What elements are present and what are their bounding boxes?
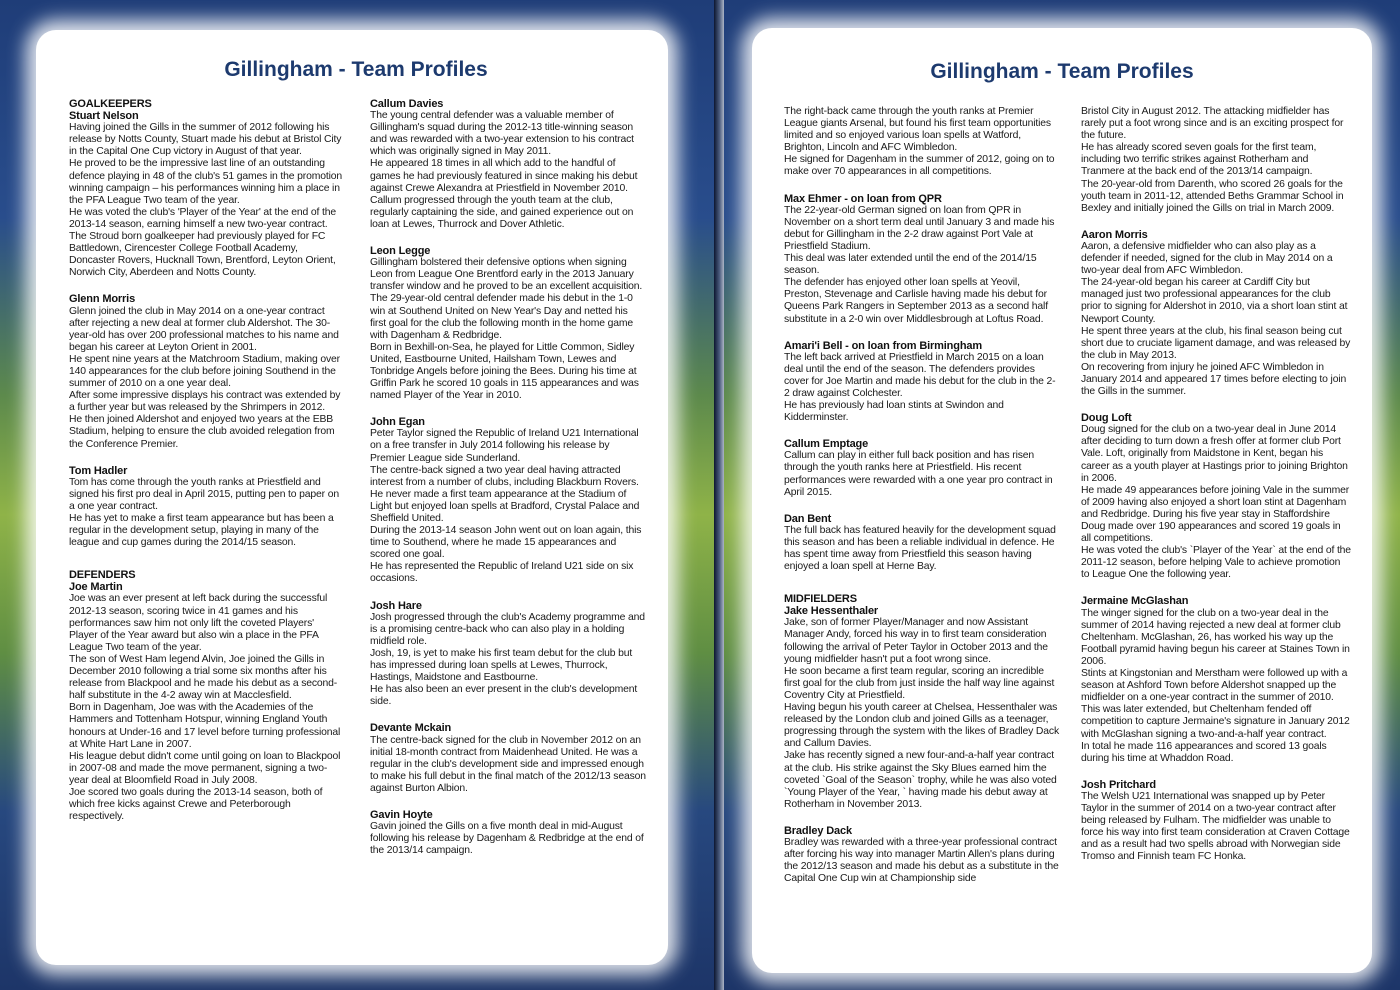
profile-paragraph: Jake has recently signed a new four-and-a-half year contract at the club. His strike against the Sky Blues earned him the coveted `Goal of the Season` trophy, while he was also voted `Young Player of the Year, ` having made his debut away at Rotherham in November 2013. xyxy=(784,750,1057,810)
player-profile xyxy=(370,245,646,402)
profile-paragraph: Jake, son of former Player/Manager and now Assistant Manager Andy, forced his way in to first team consideration following the arrival of Peter Taylor in October 2013 and the young midfielder hasn't put a foot wrong since. xyxy=(784,617,1048,665)
profile-paragraph: In total he made 116 appearances and scored 13 goals during his time at Whaddon Road. xyxy=(1081,740,1327,764)
player-profile xyxy=(1081,229,1351,398)
player-name: Glenn Morris xyxy=(69,293,136,306)
profile-paragraph: He soon became a first team regular, scoring an incredible first goal for the club from just inside the half way line against Coventry City at Priestfield. xyxy=(784,665,1055,701)
page-title: Gillingham - Team Profiles xyxy=(930,60,1194,83)
player-name: Dan Bent xyxy=(784,512,832,525)
player-profile xyxy=(784,825,1059,885)
profile-paragraph: The winger signed for the club on a two-year deal in the summer of 2014 having rejected a new deal at former club Cheltenham. McGlashan, 26, has worked his way up the Football pyramid having begun his career at Staines Town in 2006. xyxy=(1081,607,1350,667)
profile-paragraph: He was voted the club's `Player of the Year` at the end of the 2011-12 season, before helping Vale to achieve promotion to League One the following year. xyxy=(1081,545,1351,581)
player-name: Josh Pritchard xyxy=(1081,778,1156,791)
profile-paragraph: He was voted the club's 'Player of the Year' at the end of the 2013-14 season, earning himself a new two-year contract. xyxy=(69,206,336,230)
profile-paragraph: Born in Dagenham, Joe was with the Academies of the Hammers and Tottenham Hotspur, winning England Youth honours at Under-16 and 17 level before turning professional at White Hart Lane in 2007. xyxy=(69,702,341,750)
player-profile xyxy=(370,98,646,231)
player-profile xyxy=(69,581,345,823)
profile-paragraph: Josh progressed through the club's Academy programme and is a promising centre-back who can also play in a holding midfield role. xyxy=(370,611,645,647)
player-profile xyxy=(1081,779,1351,864)
profile-paragraph: He spent nine years at the Matchroom Stadium, making over 140 appearances for the club before joining Southend in the summer of 2010 on a one year deal. xyxy=(69,353,340,390)
player-name: Leon Legge xyxy=(370,245,431,258)
player-name: Jermaine McGlashan xyxy=(1081,595,1189,608)
player-profile xyxy=(370,809,646,857)
profile-paragraph: Josh, 19, is yet to make his first team debut for the club but has impressed during loan spells at Lewes, Thurrock, Hastings, Maidstone and Eastbourne. xyxy=(370,647,633,684)
profile-paragraph: The young central defender was a valuable member of Gillingham's squad during the 2012-13 title-winning season and was rewarded with a two-year extension to his contract which was originally signed in May 2011. xyxy=(370,110,634,158)
profile-paragraph: The full back has featured heavily for the development squad this season and has been a reliable individual in defence. He has spent time away from Priestfield this season having enjoyed a loan spell at Herne Bay. xyxy=(784,524,1056,573)
profile-paragraph: The centre-back signed a two year deal having attracted interest from a number of clubs, including Blackburn Rovers. xyxy=(370,464,639,488)
profile-paragraph: He has yet to make a first team appearance but has been a regular in the development setup, playing in many of the league and cup games during the 2014/15 season. xyxy=(69,513,334,549)
player-name: John Egan xyxy=(370,416,425,429)
profile-paragraph: After some impressive displays his contract was extended by a further year but was released by the Shrimpers in 2012. xyxy=(69,390,341,414)
profile-paragraph: During the 2013-14 season John went out on loan again, this time to Southend, where he made 15 appearances and scored one goal. xyxy=(370,525,642,561)
profile-paragraph: This deal was later extended until the end of the 2014/15 season. xyxy=(784,253,1037,277)
profile-paragraph: The defender has enjoyed other loan spells at Yeovil, Preston, Stevenage and Carlisle having made his debut for Queens Park Rangers in September 2013 as a second half substitute in a 2-0 win over Middlesbrough at Loftus Road. xyxy=(784,277,1048,325)
profile-paragraph: Doug signed for the club on a two-year deal in June 2014 after deciding to turn down a fresh offer at former club Port Vale. Loft, originally from Maidstone in Kent, began his career as a youth player at Hastings prior to joining Brighton in 2006. xyxy=(1081,424,1348,484)
player-profile xyxy=(1081,412,1351,581)
profile-paragraph: The 22-year-old German signed on loan from QPR in November on a short term deal until January 3 and made his debut for Gillingham in the 2-2 draw against Port Vale at Priestfield Stadium. xyxy=(784,204,1055,252)
player-name: Aaron Morris xyxy=(1081,228,1148,241)
profile-paragraph: He spent three years at the club, his final season being cut short due to cruciate ligament damage, and was released by the club in May 2013. xyxy=(1081,325,1351,361)
profile-paragraph: The Stroud born goalkeeper had previously played for FC Battledown, Cirencester College Football Academy, Doncaster Rovers, Hucknall Town, Brentford, Leyton Orient, Norwich City, Aberdeen and Notts County. xyxy=(69,231,336,279)
profile-paragraph: The centre-back signed for the club in November 2012 on an initial 18-month contract from Maidenhead United. He was a regular in the club's development side and impressed enough to make his full debut in the final match of the 2012/13 season against Burton Albion. xyxy=(370,734,646,794)
player-name: Stuart Nelson xyxy=(69,110,139,123)
player-name: Bradley Dack xyxy=(784,824,852,837)
player-name: Josh Hare xyxy=(370,599,422,612)
player-name: Doug Loft xyxy=(1081,412,1132,425)
profile-paragraph: He has already scored seven goals for the first team, including two terrific strikes against Rotherham and Tranmere at the back end of the 2013/14 campaign. xyxy=(1081,142,1317,178)
player-profile xyxy=(69,110,345,279)
profile-paragraph: Stints at Kingstonian and Merstham were followed up with a season at Ashford Town before Aldershot snapped up the midfielder on a one-year contract in the summer of 2010. This was later extended, but Cheltenham fended off competition to capture Jermaine's signature in January 2012 with McGlashan signing a two-and-a-half year contract. xyxy=(1081,668,1350,740)
profile-paragraph: Peter Taylor signed the Republic of Ireland U21 International on a free transfer in July 2014 following his release by Premier League side Sunderland. xyxy=(370,428,639,464)
profile-paragraph: Callum can play in either full back position and has risen through the youth ranks here at Priestfield. His recent performances were rewarded with a one year pro contract in April 2015. xyxy=(784,450,1053,498)
right-column-1 xyxy=(784,106,1059,899)
player-profile xyxy=(784,513,1059,573)
player-name: Devante Mckain xyxy=(370,722,452,735)
section-heading: MIDFIELDERS xyxy=(784,593,857,606)
player-name: Amari'i Bell - on loan from Birmingham xyxy=(784,339,982,352)
player-profile xyxy=(784,605,1059,811)
section-heading: DEFENDERS xyxy=(69,569,136,582)
profile-paragraph: Gillingham bolstered their defensive options when signing Leon from League One Brentford early in the 2013 January transfer window and he proved to be an excellent acquisition. The 29-year-old central defender made his debut in the 1-0 win at Southend United on New Year's Day and netted his first goal for the club the following month in the home game with Dagenham & Redbridge. xyxy=(370,257,643,341)
player-profile xyxy=(370,416,646,585)
profile-paragraph: He has also been an ever present in the club's development side. xyxy=(370,684,638,708)
player-profile xyxy=(1081,106,1351,215)
player-profile xyxy=(370,600,646,709)
profile-paragraph: He made 49 appearances before joining Vale in the summer of 2009 having also enjoyed a short loan stint at Dagenham and Redbridge. During his five year stay in Staffordshire Doug made over 190 appearances and scored 19 goals in all competitions. xyxy=(1081,484,1350,545)
profile-paragraph: He appeared 18 times in all which add to the handful of games he had previously featured in since making his debut against Crewe Alexandra at Priestfield in November 2010. xyxy=(370,158,638,194)
profile-paragraph: He never made a first team appearance at the Stadium of Light but enjoyed loan spells at Bradford, Crystal Palace and Sheffield United. xyxy=(370,488,640,524)
left-column-1 xyxy=(69,98,345,837)
player-name: Gavin Hoyte xyxy=(370,808,433,821)
page-title: Gillingham - Team Profiles xyxy=(224,58,488,81)
player-profile xyxy=(784,438,1059,498)
player-profile xyxy=(69,465,345,550)
right-column-2 xyxy=(1081,106,1351,877)
profile-paragraph: Bradley was rewarded with a three-year professional contract after forcing his way into manager Martin Allen's plans during the 2012/13 season and made his debut as a substitute in the Capital One Cup win at Championship side xyxy=(784,836,1059,885)
profile-paragraph: Tom has come through the youth ranks at Priestfield and signed his first pro deal in April 2015, putting pen to paper on a one year contract. xyxy=(69,476,339,512)
profile-paragraph: He has previously had loan stints at Swindon and Kidderminster. xyxy=(784,400,1004,424)
profile-paragraph: The son of West Ham legend Alvin, Joe joined the Gills in December 2010 following a trial some six months after his release from Blackpool and he made his debut as a second-half substitute in the 4-2 away win at Macclesfield. xyxy=(69,653,338,702)
left-column-2 xyxy=(370,98,646,871)
right-page xyxy=(724,0,1400,990)
profile-paragraph: He then joined Aldershot and enjoyed two years at the EBB Stadium, helping to ensure the club avoided relegation from the Conference Premier. xyxy=(69,414,335,450)
player-profile xyxy=(69,293,345,450)
section-heading: GOALKEEPERS xyxy=(69,98,152,110)
profile-paragraph: He signed for Dagenham in the summer of 2012, going on to make over 70 appearances in all competitions. xyxy=(784,154,1055,178)
profile-paragraph: The Welsh U21 International was snapped up by Peter Taylor in the summer of 2014 on a two-year contract after being released by Fulham. The midfielder was unable to force his way into first team consideration at Craven Cottage and as a result had two spells abroad with Norwegian side Tromso and Finnish team FC Honka. xyxy=(1081,790,1350,863)
left-content-panel xyxy=(36,30,668,965)
profile-paragraph: Bristol City in August 2012. The attacking midfielder has rarely put a foot wrong since and is an exciting prospect for the future. xyxy=(1081,106,1344,142)
profile-paragraph: Born in Bexhill-on-Sea, he played for Little Common, Sidley United, Eastbourne United, Hailsham Town, Lewes and Tonbridge Angels before joining the Bees. During his time at Griffin Park he scored 10 goals in 115 appearances and was named Player of the Year in 2010. xyxy=(370,341,639,402)
profile-paragraph: The 24-year-old began his career at Cardiff City but managed just two professional appearances for the club prior to signing for Aldershot in 2010, via a short loan stint at Newport County. xyxy=(1081,277,1348,325)
profile-paragraph: The 20-year-old from Darenth, who scored 26 goals for the youth team in 2011-12, attended Beths Grammar School in Bexley and initially joined the Gills on trial in March 2009. xyxy=(1081,178,1344,214)
player-name: Jake Hessenthaler xyxy=(784,605,879,618)
player-name: Tom Hadler xyxy=(69,464,128,477)
profile-paragraph: Having begun his youth career at Chelsea, Hessenthaler was released by the London club and joined Gills as a teenager, progressing through the system with the likes of Bradley Dack and Callum Davies. xyxy=(784,702,1059,750)
profile-paragraph: He proved to be the impressive last line of an outstanding defence playing in 48 of the club's 51 games in the promotion winning campaign – his performances winning him a place in the PFA League Two team of the year. xyxy=(69,158,342,206)
profile-paragraph: The left back arrived at Priestfield in March 2015 on a loan deal until the end of the season. The defenders provides cover for Joe Martin and made his debut for the club in the 2-2 draw against Colchester. xyxy=(784,351,1056,399)
profile-paragraph: He has represented the Republic of Ireland U21 side on six occasions. xyxy=(370,561,634,585)
profile-paragraph: Glenn joined the club in May 2014 on a one-year contract after rejecting a new deal at former club Aldershot. The 30-year-old has over 200 professional matches to his name and began his career at Leyton Orient in 2001. xyxy=(69,305,339,353)
player-profile xyxy=(784,340,1059,425)
player-name: Max Ehmer - on loan from QPR xyxy=(784,192,942,205)
profile-paragraph: Callum progressed through the youth team at the club, regularly captaining the side, and gained experience out on loan at Lewes, Thurrock and Dover Athletic. xyxy=(370,194,634,230)
right-content-panel xyxy=(752,28,1372,973)
profile-paragraph: His league debut didn't come until going on loan to Blackpool in 2007-08 and made the move permanent, signing a two-year deal at Bloomfield Road in July 2008. xyxy=(69,750,341,786)
player-name: Callum Emptage xyxy=(784,438,869,451)
profile-paragraph: Joe was an ever present at left back during the successful 2012-13 season, scoring twice in 41 games and his performances saw him not only lift the coveted Players' Player of the Year award but also win a place in the PFA League Two team of the year. xyxy=(69,593,328,653)
profile-paragraph: Aaron, a defensive midfielder who can also play as a defender if needed, signed for the club in May 2014 on a two-year deal from AFC Wimbledon. xyxy=(1081,240,1333,277)
player-name: Joe Martin xyxy=(69,581,123,594)
player-name: Callum Davies xyxy=(370,98,444,110)
profile-paragraph: The right-back came through the youth ranks at Premier League giants Arsenal, but found his first team opportunities limited and so enjoyed various loan spells at Watford, Brighton, Lincoln and AFC Wimbledon. xyxy=(784,106,1051,154)
profile-paragraph: Joe scored two goals during the 2013-14 season, both of which free kicks against Crewe and Peterborough respectively. xyxy=(69,786,323,823)
player-profile xyxy=(370,722,646,795)
player-profile xyxy=(784,193,1059,326)
player-profile xyxy=(784,106,1059,179)
player-profile xyxy=(1081,595,1351,764)
profile-paragraph: Having joined the Gills in the summer of 2012 following his release by Notts County, Stuart made his debut at Bristol City in the Capital One Cup victory in August of that year. xyxy=(69,122,342,158)
profile-paragraph: On recovering from injury he joined AFC Wimbledon in January 2014 and appeared 17 times before electing to join the Gills in the summer. xyxy=(1081,361,1347,398)
profile-paragraph: Gavin joined the Gills on a five month deal in mid-August following his release by Dagenham & Redbridge at the end of the 2013/14 campaign. xyxy=(370,821,644,857)
